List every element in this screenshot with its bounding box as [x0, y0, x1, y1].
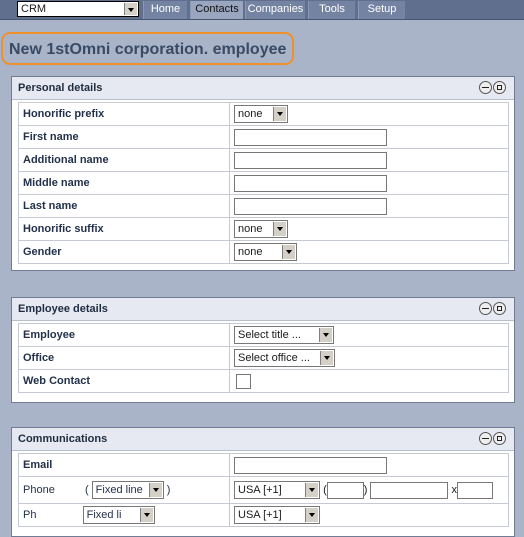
phone-type-select[interactable] — [92, 481, 164, 499]
gender-label: Gender — [19, 241, 230, 264]
chevron-down-icon[interactable] — [305, 483, 318, 497]
email-label: Email — [19, 454, 230, 477]
last-name-field[interactable] — [234, 198, 387, 215]
panel-header — [12, 77, 514, 100]
last-name-label: Last name — [19, 195, 230, 218]
first-name-label: First name — [19, 126, 230, 149]
honorific-prefix-label: Honorific prefix — [19, 103, 230, 126]
phone2-type-select[interactable] — [83, 506, 155, 524]
chevron-down-icon[interactable] — [320, 351, 333, 365]
chevron-down-icon[interactable] — [140, 508, 153, 522]
chevron-down-icon[interactable] — [124, 3, 137, 15]
chevron-down-icon[interactable] — [273, 222, 286, 236]
honorific-prefix-select[interactable] — [234, 105, 288, 123]
select-value: Fixed line — [95, 484, 143, 496]
chevron-down-icon[interactable] — [282, 245, 295, 259]
select-value: USA [+1] — [238, 509, 282, 521]
top-navigation-bar — [0, 0, 524, 20]
panel-header — [12, 298, 514, 321]
select-value: none — [238, 108, 263, 120]
page-title-frame — [1, 32, 294, 65]
tab-home[interactable]: Home — [143, 1, 187, 19]
area-close-paren: ) — [363, 483, 368, 496]
chevron-down-icon[interactable] — [149, 483, 162, 497]
area-open-paren: ( — [323, 483, 327, 496]
minimize-icon[interactable] — [479, 81, 492, 94]
close-paren: ) — [166, 484, 171, 496]
phone-country-select[interactable] — [234, 481, 320, 499]
middle-name-label: Middle name — [19, 172, 230, 195]
middle-name-field[interactable] — [234, 175, 387, 192]
extension-field[interactable] — [457, 482, 493, 499]
module-select[interactable] — [17, 1, 139, 17]
web-contact-checkbox[interactable] — [236, 374, 251, 389]
tab-contacts[interactable]: Contacts — [190, 1, 243, 19]
phone2-label: Ph — [23, 509, 37, 521]
employee-details-panel — [11, 297, 515, 403]
module-select-value: CRM — [21, 3, 47, 15]
panel-header — [12, 428, 514, 451]
tab-companies[interactable]: Companies — [245, 1, 305, 19]
tab-setup[interactable]: Setup — [358, 1, 405, 19]
select-value: none — [238, 223, 263, 235]
select-value: none — [238, 246, 263, 258]
chevron-down-icon[interactable] — [273, 107, 286, 121]
office-select[interactable] — [234, 349, 335, 367]
tab-tools[interactable]: Tools — [308, 1, 355, 19]
page-title: New 1stOmni corporation. employee — [9, 41, 287, 58]
additional-name-label: Additional name — [19, 149, 230, 172]
gender-select[interactable] — [234, 243, 297, 261]
phone-label: Phone — [23, 484, 55, 496]
maximize-icon[interactable] — [493, 432, 506, 445]
employee-label: Employee — [19, 324, 230, 347]
employee-title-select[interactable] — [234, 326, 334, 344]
email-field[interactable] — [234, 457, 387, 474]
chevron-down-icon[interactable] — [319, 328, 332, 342]
panel-title: Employee details — [18, 303, 108, 315]
personal-details-panel — [11, 76, 515, 271]
first-name-field[interactable] — [234, 129, 387, 146]
extension-separator: x — [451, 483, 458, 496]
honorific-suffix-label: Honorific suffix — [19, 218, 230, 241]
communications-panel — [11, 427, 515, 537]
area-code-field[interactable] — [327, 482, 364, 499]
open-paren: ( — [84, 484, 89, 496]
minimize-icon[interactable] — [479, 432, 492, 445]
maximize-icon[interactable] — [493, 81, 506, 94]
panel-title: Personal details — [18, 82, 103, 94]
select-value: USA [+1] — [238, 484, 282, 496]
honorific-suffix-select[interactable] — [234, 220, 288, 238]
select-value: Select office ... — [238, 352, 310, 364]
select-value: Select title ... — [238, 329, 301, 341]
panel-title: Communications — [18, 433, 108, 445]
phone2-country-select[interactable] — [234, 506, 320, 524]
phone2-row-label — [19, 504, 230, 527]
chevron-down-icon[interactable] — [305, 508, 318, 522]
select-value: Fixed li — [86, 509, 122, 521]
office-label: Office — [19, 347, 230, 370]
phone-row-label — [19, 477, 230, 504]
minimize-icon[interactable] — [479, 302, 492, 315]
maximize-icon[interactable] — [493, 302, 506, 315]
phone-number-field[interactable] — [370, 482, 448, 499]
additional-name-field[interactable] — [234, 152, 387, 169]
web-contact-label: Web Contact — [19, 370, 230, 393]
